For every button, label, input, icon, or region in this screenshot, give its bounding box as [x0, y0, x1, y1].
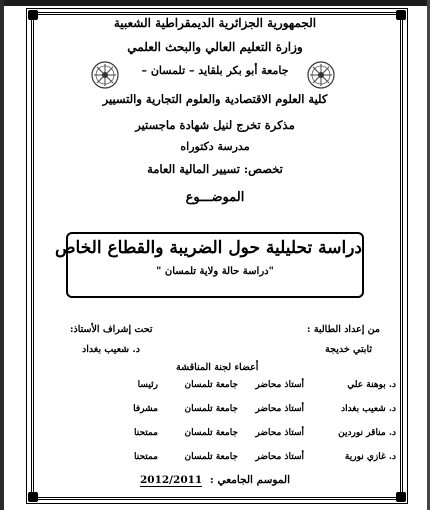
- thesis-type: مذكرة تخرج لنيل شهادة ماجستير: [135, 118, 295, 132]
- specialty: تخصص: تسيير المالية العامة: [147, 162, 283, 176]
- member-role: رئيسا: [137, 380, 158, 390]
- left-edge-shadow: [0, 0, 4, 510]
- member-rank: أستاذ محاضر: [255, 452, 304, 462]
- border-corner-ornament: [396, 492, 406, 502]
- member-name: د. شعيب بغداد: [341, 404, 396, 414]
- member-university: جامعة تلمسان: [184, 452, 238, 462]
- member-university: جامعة تلمسان: [184, 428, 238, 438]
- committee-row: [96, 428, 396, 442]
- member-university: جامعة تلمسان: [184, 380, 238, 390]
- student-name: ثابتي خديجة: [324, 344, 372, 355]
- academic-year-label: الموسم الجامعي :: [209, 474, 291, 486]
- academic-year: [40, 474, 390, 487]
- supervisor-label: تحت إشراف الأستاذ:: [70, 324, 153, 335]
- committee-row: [96, 452, 396, 466]
- faculty-name: كلية العلوم الاقتصادية والعلوم التجارية والتسيير: [102, 92, 328, 106]
- doctoral-school: مدرسة دكتوراه: [180, 140, 250, 153]
- supervisor-name: د. شعيب بغداد: [82, 344, 140, 355]
- member-name: د. مناقر نوردين: [338, 428, 396, 438]
- ministry-name: وزارة التعليم العالي والبحث العلمي: [127, 40, 303, 54]
- thesis-title: دراسة تحليلية حول الضريبة والقطاع الخاص: [54, 238, 362, 258]
- border-corner-ornament: [28, 492, 38, 502]
- subject-heading: الموضـــوع: [185, 190, 245, 205]
- top-edge-shadow: [0, 0, 430, 6]
- republic-name: الجمهورية الجزائرية الديمقراطية الشعبية: [113, 16, 317, 30]
- border-corner-ornament: [396, 10, 406, 20]
- committee-row: [96, 404, 396, 418]
- student-label: من إعداد الطالبة :: [307, 324, 380, 335]
- member-name: د. بوهنة علي: [347, 380, 396, 390]
- member-rank: أستاذ محاضر: [255, 404, 304, 414]
- case-study-subtitle: "دراسة حالة ولاية تلمسان ": [156, 266, 274, 277]
- member-university: جامعة تلمسان: [184, 404, 238, 414]
- member-role: مشرفا: [133, 404, 158, 414]
- member-role: ممتحنا: [133, 428, 158, 438]
- member-role: ممتحنا: [133, 452, 158, 462]
- member-name: د. غازي نورية: [344, 452, 396, 462]
- border-corner-ornament: [28, 10, 38, 20]
- committee-row: [96, 380, 396, 394]
- member-rank: أستاذ محاضر: [255, 380, 304, 390]
- academic-year-value: 2012/2011: [139, 474, 203, 486]
- committee-heading: أعضاء لجنة المناقشة: [176, 362, 259, 373]
- university-name: جامعة أبو بكر بلقايد – تلمسان –: [141, 64, 289, 77]
- member-rank: أستاذ محاضر: [255, 428, 304, 438]
